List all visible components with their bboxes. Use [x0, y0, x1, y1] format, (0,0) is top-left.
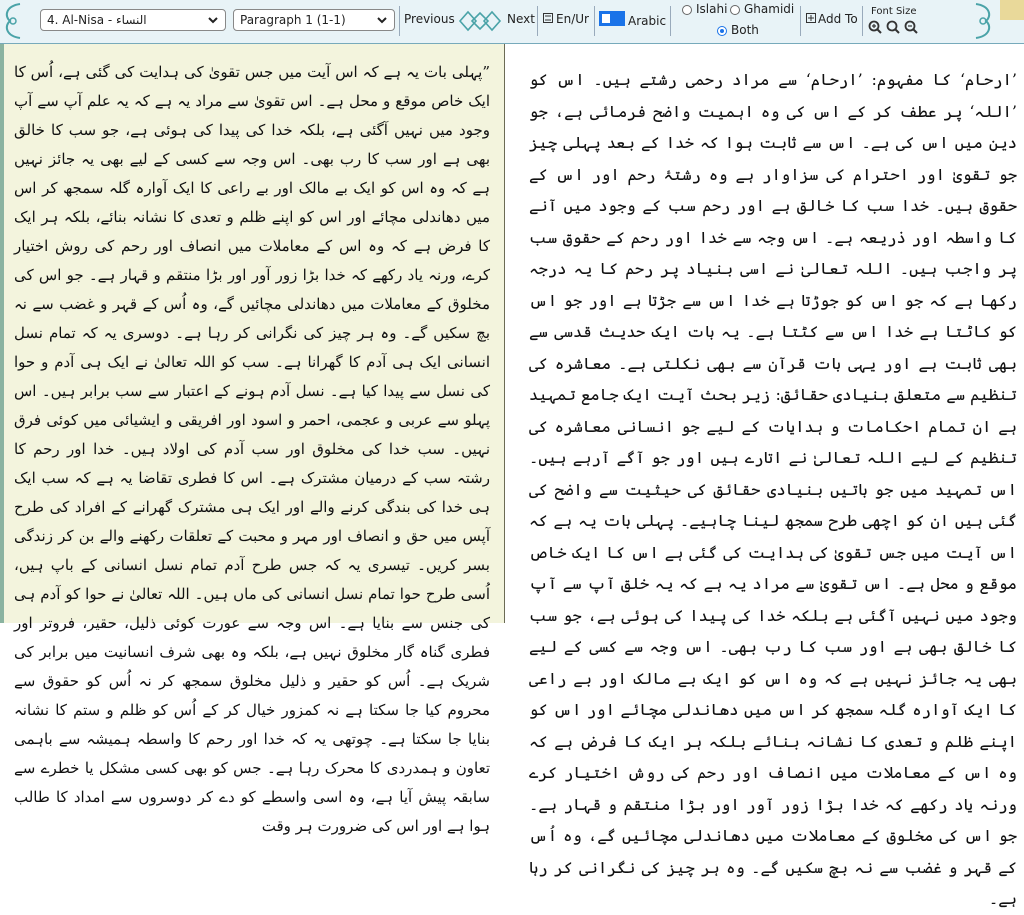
arabic-toggle[interactable]	[599, 11, 625, 26]
toolbar-separator	[862, 6, 863, 36]
add-to-button[interactable]: Add To	[818, 12, 858, 26]
add-icon	[806, 13, 816, 23]
left-pane	[0, 44, 504, 835]
zoom-out-icon[interactable]	[904, 20, 918, 34]
ghamidi-label: Ghamidi	[744, 2, 795, 16]
chevron-down-icon	[376, 14, 388, 26]
ghamidi-radio[interactable]	[730, 5, 740, 15]
toolbar	[0, 0, 1024, 44]
islahi-radio[interactable]	[682, 5, 692, 15]
both-radio[interactable]	[717, 26, 727, 36]
corner-tab	[1000, 0, 1024, 20]
left-pane-text: ”پہلی بات یہ ہے کہ اس آیت میں جس تقویٰ کی ہدایت کی گئی ہے، اُس کا ایک خاص موقع و محل ہے۔ اس تقویٰ سے مراد یہ ہے کہ یہ علم آپ سے آپ وجود میں نہیں آگئی ہے، بلکہ خدا کی پیدا کی ہوئی ہے، جو سب کا خالق بھی ہے اور سب کا رب بھی۔ اس وجہ سے کسی کے لیے بھی یہ جائز نہیں ہے کہ وہ اس کو ایک بے مالک اور بے راعی کا ایک آوارہ گلہ سمجھ کر اس میں دھاندلی مچائے اور اس کو اپنے ظلم و تعدی کا نشانہ بنائے، بلکہ ہر ایک کا فرض ہے کہ وہ اس کے معاملات میں انصاف اور رحم کی روش اختیار کرے، ورنہ یاد رکھے کہ خدا بڑا زور آور اور بڑا منتقم و قہار ہے۔ جو اس کی مخلوق کے معاملات میں دھاندلی مچائیں گے، وہ اُس کے قہر و غضب سے نہ بچ سکیں گے۔ وہ ہر چیز کی نگرانی کر رہا ہے۔ دوسری یہ کہ تمام نسل انسانی ایک ہی آدم کا گھرانا ہے۔ سب کو اللہ تعالیٰ نے ایک ہی آدم و حوا کی نسل سے پیدا کیا ہے۔ نسل آدم ہونے کے اعتبار سے سب برابر ہیں۔ اس پہلو سے عربی و عجمی، احمر و اسود اور افریقی و ایشیائی میں کوئی فرق نہیں۔ سب خدا کی مخلوق اور سب آدم کی اولاد ہیں۔ خدا اور رحم کا رشتہ سب کے درمیان مشترک ہے۔ اس کا فطری تقاضا یہ ہے کہ سب ایک ہی خدا کی بندگی کرنے والے اور ایک ہی مشترک گھرانے کے افراد کی طرح آپس میں حق و انصاف اور مہر و محبت کے تعلقات رکھنے والے بن کر زندگی بسر کریں۔ تیسری یہ کہ جس طرح آدم تمام نسل انسانی کے باپ ہیں، اُسی طرح حوا تمام نسل انسانی کی ماں ہیں۔ اللہ تعالیٰ نے حوا کو آدم ہی کی جنس سے بنایا ہے۔ اس وجہ سے عورت کوئی ذلیل، حقیر، فروتر اور فطری گناہ گار مخلوق نہیں ہے، بلکہ وہ بھی شرف انسانیت میں برابر کی شریک ہے۔ اُس کو حقیر و ذلیل مخلوق سمجھ کر نہ اُس کو حقوق سے محروم کیا جا سکتا ہے نہ کمزور خیال کر کے اُس کو ظلم و ستم کا نشانہ بنایا جا سکتا ہے۔ چوتھی یہ کہ خدا اور رحم کا واسطہ ہمیشہ سے باہمی تعاون و ہمدردی کا محرک رہا ہے۔ جس کو بھی کسی مشکل یا خطرے سے سابقہ پیش آیا ہے، وہ اسی واسطے کو دے کر دوسروں سے امداد کا طالب ہوا ہے اور اس کی ضرورت ہر وقت	[14, 63, 490, 835]
toolbar-separator	[594, 6, 595, 36]
previous-button[interactable]: Previous	[404, 12, 455, 26]
right-pane	[505, 44, 1024, 908]
paragraph-select[interactable]	[233, 9, 395, 31]
ornament-left-icon	[0, 2, 22, 40]
toolbar-separator	[537, 6, 538, 36]
toolbar-separator	[670, 6, 671, 36]
islahi-label: Islahi	[696, 2, 728, 16]
toggle-knob	[602, 14, 610, 23]
ornament-right-icon	[974, 2, 996, 40]
both-label: Both	[731, 23, 759, 37]
right-pane-text: ’ارحام‘ کا مفہوم: ’ارحام‘ سے مراد رحمی رشتے ہیں۔ اس کو ’اللہ‘ پر عطف کر کے اس کی وہ اہمیت واضح فرمائی ہے، جو دین میں اس کی ہے۔ اس سے ثابت ہوا کہ خدا کے بعد پہلی چیز جو تقویٰ اور احترام کی سزاوار ہے وہ رشتۂ رحم اور اس کے حقوق ہیں۔ خدا سب کا خالق ہے اور رحم سب کے وجود میں آنے کا واسطہ اور ذریعہ ہے۔ اس وجہ سے خدا اور رحم کے حقوق سب پر واجب ہیں۔ اللہ تعالیٰ نے اسی بنیاد پر رحم کا یہ درجہ رکھا ہے کہ جو اس کو جوڑتا ہے خدا اس سے جڑتا ہے اور جو اس کو کاٹتا ہے خدا اس سے کٹتا ہے۔ یہ بات ایک حدیث قدسی سے بھی ثابت ہے اور یہی بات قرآن سے بھی نکلتی ہے۔ معاشرہ کی تنظیم سے متعلق بنیادی حقائق: زیر بحث آیت ایک جامع تمہید ہے ان تمام احکامات و ہدایات کے لیے جو انسانی معاشرہ کی تنظیم کے لیے اللہ تعالیٰ نے اتارے ہیں اور جو آگے آرہے ہیں۔ اس تمہید میں جو باتیں بنیادی حقائق کی حیثیت سے واضح کی گئی ہیں ان کو اچھی طرح سمجھ لینا چاہیے۔ پہلی بات یہ ہے کہ اس آیت میں جس تقویٰ کی ہدایت کی گئی ہے اس کا ایک خاص موقع و محل ہے۔ اس تقویٰ سے مراد یہ ہے کہ یہ خلق آپ سے آپ وجود میں نہیں آگئی ہے بلکہ خدا کی پیدا کی ہوئی ہے، جو سب کا خالق بھی ہے اور سب کا رب بھی۔ اس وجہ سے کسی کے لیے بھی یہ جائز نہیں ہے کہ وہ اس کو ایک بے مالک اور بے راعی کا ایک آوارہ گلہ سمجھ کر اس میں دھاندلی مچائے اور اس کو اپنے ظلم و تعدی کا نشانہ بنائے بلکہ ہر ایک کا فرض ہے کہ وہ اس کے معاملات میں انصاف اور رحم کی روش اختیار کرے ورنہ یاد رکھے کہ خدا بڑا زور آور اور بڑا منتقم و قہار ہے۔ جو اس کی مخلوق کے معاملات میں دھاندلی مچائیں گے، وہ اُس کے قہر و غضب سے نہ بچ سکیں گے۔ وہ ہر چیز کی نگرانی کر رہا ہے۔	[529, 70, 1017, 908]
zoom-reset-icon[interactable]	[886, 20, 900, 34]
surah-select[interactable]	[40, 9, 226, 31]
chevron-down-icon	[207, 14, 219, 26]
language-swap-icon	[543, 13, 553, 23]
left-border	[0, 44, 4, 623]
toolbar-separator	[399, 6, 400, 36]
next-button[interactable]: Next	[507, 12, 535, 26]
en-ur-button[interactable]: En/Ur	[556, 12, 589, 26]
font-size-label: Font Size	[871, 6, 917, 17]
arabic-label: Arabic	[628, 14, 667, 28]
nav-ornament-icon	[456, 6, 504, 36]
paragraph-select-value: Paragraph 1 (1-1)	[240, 13, 346, 27]
toolbar-separator	[800, 6, 801, 36]
surah-select-value: 4. Al-Nisa - النساء	[47, 13, 147, 27]
zoom-in-icon[interactable]	[868, 20, 882, 34]
